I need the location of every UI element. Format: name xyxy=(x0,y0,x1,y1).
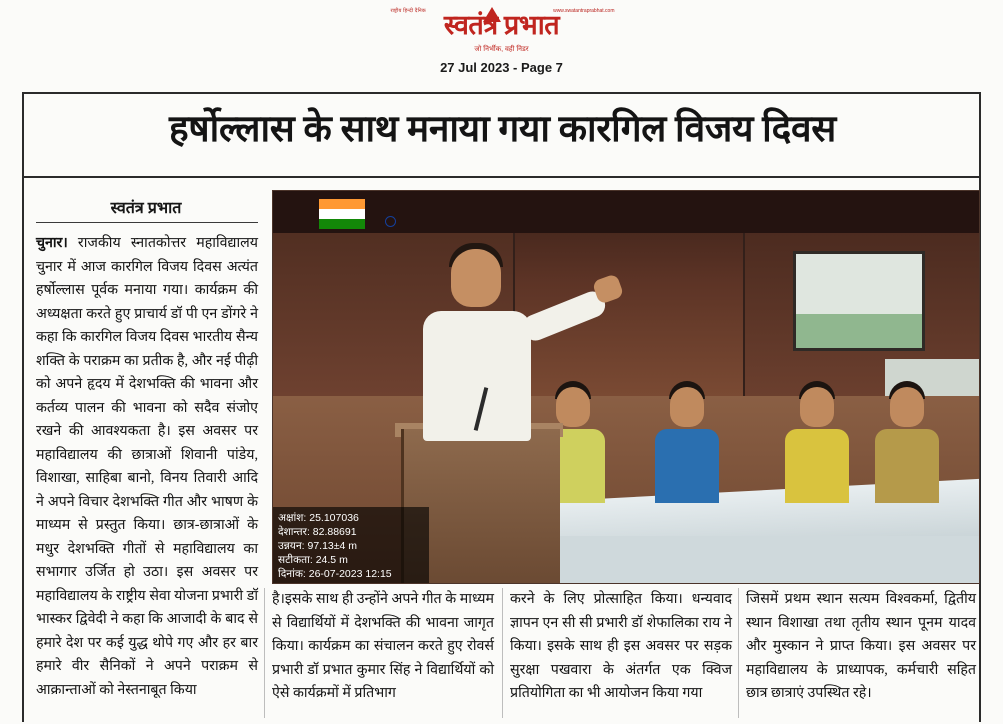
column-separator-3 xyxy=(738,588,739,718)
panelist-2 xyxy=(655,429,719,503)
photo-ceiling-band xyxy=(273,191,979,233)
speaker-head xyxy=(451,249,501,307)
panelist-1-head xyxy=(556,387,590,427)
article-column-2 xyxy=(272,588,494,706)
gps-elevation: उन्नयन: 97.13±4 m xyxy=(278,540,358,552)
head-table-skirt xyxy=(523,536,979,583)
headline-divider xyxy=(24,176,979,178)
panelist-3-head xyxy=(800,387,834,427)
panelist-3 xyxy=(785,429,849,503)
masthead-logo xyxy=(387,6,617,54)
byline-divider xyxy=(36,222,258,223)
article-column-4-text: जिसमें प्रथम स्थान सत्यम विश्वकर्मा, द्वितीय स्थान विशाखा तथा तृतीय स्थान पूनम यादव और मुस्कान ने प्राप्त किया। इस अवसर पर महाविद्यालय के प्राध्यापक, कर्मचारी सहित छात्र छात्राएं उपस्थित रहे। xyxy=(746,591,976,701)
article-column-2-text: है।इसके साथ ही उन्होंने अपने गीत के माध्यम से विद्यार्थियों में देशभक्ति की भावना जागृत किया। कार्यक्रम का संचालन करते हुए रोवर्स प्रभारी डॉ प्रभात कुमार सिंह ने विद्यार्थियों को ऐसे कार्यक्रमों में प्रतिभाग xyxy=(272,591,494,701)
article-column-3 xyxy=(510,588,732,706)
masthead xyxy=(0,6,1003,59)
article-column-3-text: करने के लिए प्रोत्साहित किया। धन्यवाद ज्ञापन एन सी सी प्रभारी डॉ शेफालिका राय ने किया। इसके साथ ही इस अवसर पर सड़क सुरक्षा पखवारा के अंतर्गत एक क्विज प्रतियोगिता का भी आयोजन किया गया xyxy=(510,591,732,701)
ashoka-chakra-icon xyxy=(385,216,396,227)
date-page-line: 27 Jul 2023 - Page 7 xyxy=(440,60,563,75)
masthead-tagline-left: राष्ट्रीय हिन्दी दैनिक xyxy=(390,8,426,14)
panelist-2-head xyxy=(670,387,704,427)
gps-latitude: अक्षांश: 25.107036 xyxy=(278,512,359,524)
left-border xyxy=(22,92,24,722)
gps-accuracy: सटीकता: 24.5 m xyxy=(278,554,348,566)
page-title: हर्षोल्लास के साथ मनाया गया कारगिल विजय दिवस xyxy=(168,109,837,150)
column-separator-1 xyxy=(264,588,265,718)
byline: स्वतंत्र प्रभात xyxy=(110,200,182,217)
article-column-1-text: राजकीय स्नातकोत्तर महाविद्यालय चुनार में आज कारगिल विजय दिवस अत्यंत हर्षोल्लास पूर्वक मनाया गया। कार्यक्रम की अध्यक्षता करते हुए प्राचार्य डॉ पी एन डोंगरे ने कहा कि कारगिल विजय दिवस भारतीय सैन्य शक्ति के पराक्रम का प्रतीक है, और नई पीढ़ी को अपने हृदय में देशभक्ति की भावना और कर्तव्य पालन की भावना को सदैव संजोए रखने की आवश्यकता है। इस अवसर पर महाविद्यालय की छात्राओं शिवानी पांडेय, विशाखा, साहिबा बानो, विनय तिवारी आदि ने अपने विचार देशभक्ति गीत और भाषण के माध्यम से प्रस्तुत किया। छात्र-छात्राओं के मधुर देशभक्ति गीतों से महाविद्यालय का सभागार उर्जित हो उठा। इस अवसर पर महाविद्यालय के राष्ट्रीय सेवा योजना प्रभारी डॉ भास्कर द्विवेदी ने कहा कि आजादी के बाद से हमारे देश पर कई युद्ध थोपे गए और हर बार हमारे वीर सैनिकों ने अपने पराक्रम से आक्रान्ताओं को नेस्तनाबूत किया xyxy=(36,235,258,698)
article-column-1 xyxy=(36,232,258,702)
masthead-subtitle: जो निर्भीक, वही निडर xyxy=(474,46,529,53)
gps-datetime: दिनांक: 26-07-2023 12:15 xyxy=(278,568,392,580)
column-separator-2 xyxy=(502,588,503,718)
projection-screen-image xyxy=(796,314,922,348)
article-column-4 xyxy=(746,588,976,706)
indian-flag-icon xyxy=(319,199,365,229)
event-photograph xyxy=(272,190,980,584)
projection-screen xyxy=(793,251,925,351)
gps-stamp xyxy=(273,507,429,583)
masthead-website-text: www.swatantraprabhat.com xyxy=(553,8,615,14)
top-divider xyxy=(22,92,981,94)
masthead-title: स्वतंत्र प्रभात xyxy=(443,10,560,40)
dateline: चुनार। xyxy=(36,235,68,251)
panelist-4 xyxy=(875,429,939,503)
gps-longitude: देशान्तर: 82.88691 xyxy=(278,526,357,538)
panelist-4-head xyxy=(890,387,924,427)
